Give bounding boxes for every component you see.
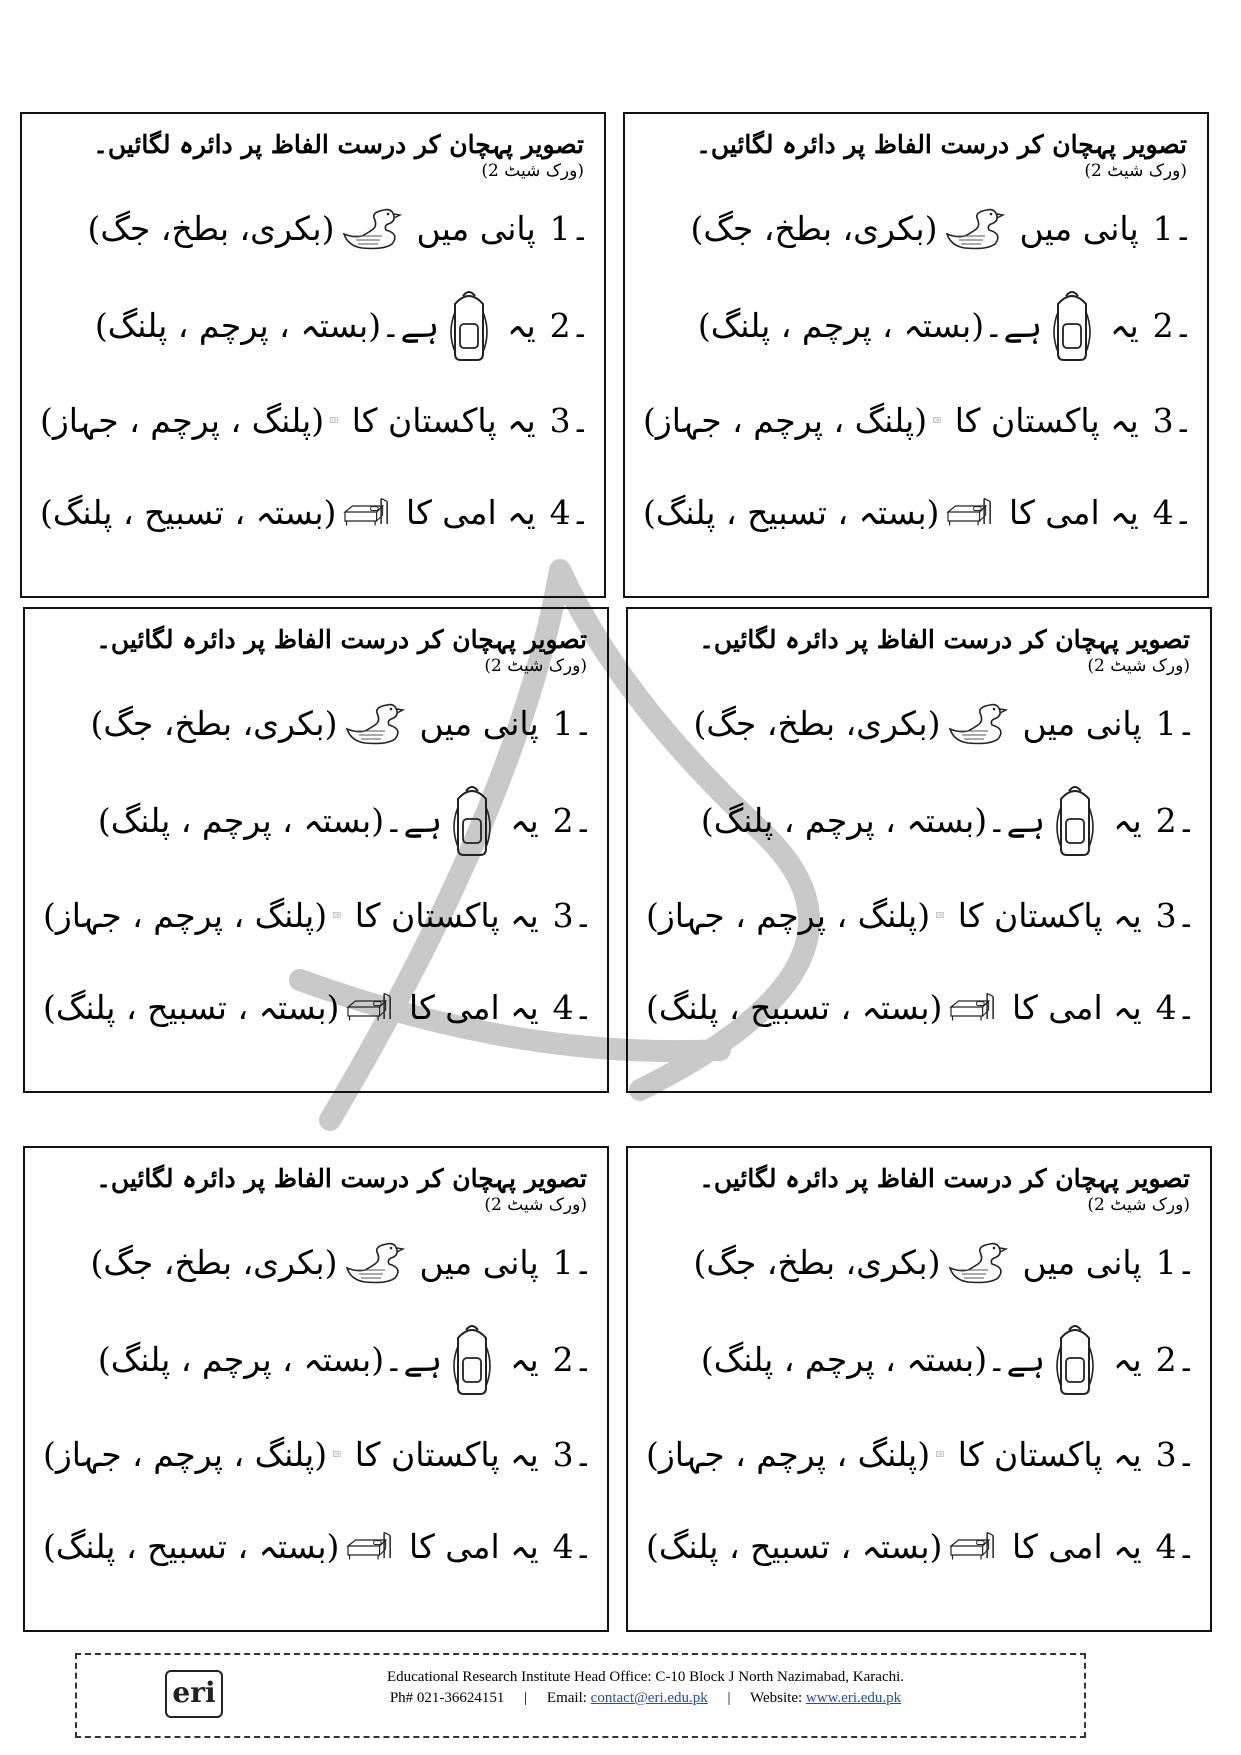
flag-icon <box>936 893 944 937</box>
footer-email-link[interactable]: contact@eri.edu.pk <box>590 1690 708 1706</box>
answer-options: (بکری، بطخ، جگ) <box>693 703 941 743</box>
answer-options: (بستہ ، تسبیح ، پلنگ) <box>646 987 943 1027</box>
question-number: 2۔ <box>552 1339 593 1379</box>
question-4 <box>35 981 593 1033</box>
question-4 <box>35 1520 593 1572</box>
question-number: 3۔ <box>1155 895 1196 935</box>
question-number: 3۔ <box>1152 400 1193 440</box>
footer <box>75 1653 1086 1738</box>
question-text: یہ امی کا <box>406 492 536 532</box>
footer-phone: Ph# 021-36624151 <box>389 1690 505 1706</box>
backpack-icon <box>1048 288 1096 362</box>
duck-icon <box>343 699 405 747</box>
worksheet-card <box>23 1146 609 1632</box>
question-3 <box>32 394 590 446</box>
question-number: 4۔ <box>552 987 593 1027</box>
question-3 <box>35 1428 593 1480</box>
worksheet-tag: (ورک شیٹ 2) <box>484 656 587 676</box>
question-number: 2۔ <box>552 800 593 840</box>
question-number: 1۔ <box>552 703 593 743</box>
answer-options: (پلنگ ، پرچم ، جہاز) <box>43 1434 328 1474</box>
answer-options: (پلنگ ، پرچم ، جہاز) <box>43 895 328 935</box>
backpack-icon <box>1051 1322 1099 1396</box>
bed-icon <box>345 985 395 1029</box>
question-number: 1۔ <box>549 208 590 248</box>
worksheet-tag: (ورک شیٹ 2) <box>1087 656 1190 676</box>
answer-options: (پلنگ ، پرچم ، جہاز) <box>40 400 325 440</box>
question-1 <box>638 1236 1196 1288</box>
question-number: 3۔ <box>552 895 593 935</box>
question-text: یہ <box>507 305 536 345</box>
worksheet-title: تصویر پہچان کر درست الفاظ پر دائرہ لگائیں۔ <box>699 1164 1190 1193</box>
eri-logo: eri <box>165 1670 223 1718</box>
flag-icon <box>933 398 941 442</box>
footer-website-label: Website: <box>750 1690 803 1706</box>
worksheet-title: تصویر پہچان کر درست الفاظ پر دائرہ لگائیں۔ <box>93 130 584 159</box>
question-text: یہ امی کا <box>409 987 539 1027</box>
footer-email-label: Email: <box>546 1690 587 1706</box>
question-4 <box>32 486 590 538</box>
question-2 <box>32 299 590 351</box>
question-number: 1۔ <box>1155 703 1196 743</box>
answer-options: (بکری، بطخ، جگ) <box>690 208 938 248</box>
worksheet-card <box>626 607 1212 1093</box>
footer-separator: | <box>524 1690 528 1706</box>
answer-options: (بستہ ، تسبیح ، پلنگ) <box>43 987 340 1027</box>
question-text: یہ پاکستان کا <box>954 400 1139 440</box>
question-number: 4۔ <box>1155 987 1196 1027</box>
question-number: 3۔ <box>1155 1434 1196 1474</box>
question-number: 1۔ <box>1152 208 1193 248</box>
footer-website-link[interactable]: www.eri.edu.pk <box>805 1690 902 1706</box>
footer-separator: | <box>727 1690 731 1706</box>
worksheet-card <box>626 1146 1212 1632</box>
backpack-icon <box>445 288 493 362</box>
worksheet-title: تصویر پہچان کر درست الفاظ پر دائرہ لگائیں۔ <box>96 1164 587 1193</box>
question-text: پانی میں <box>416 208 536 248</box>
duck-icon <box>946 699 1008 747</box>
duck-icon <box>340 204 402 252</box>
backpack-icon <box>448 783 496 857</box>
question-4 <box>638 981 1196 1033</box>
backpack-icon <box>448 1322 496 1396</box>
answer-options: (پلنگ ، پرچم ، جہاز) <box>643 400 928 440</box>
footer-text <box>227 1667 1064 1709</box>
flag-icon <box>330 398 338 442</box>
question-text: یہ امی کا <box>1012 1526 1142 1566</box>
question-text: یہ پاکستان کا <box>354 895 539 935</box>
question-2 <box>638 794 1196 846</box>
bed-icon <box>948 985 998 1029</box>
answer-options: (پلنگ ، پرچم ، جہاز) <box>646 895 931 935</box>
question-1 <box>35 697 593 749</box>
question-number: 1۔ <box>1155 1242 1196 1282</box>
answer-options: (بستہ ، تسبیح ، پلنگ) <box>643 492 940 532</box>
question-text: یہ پاکستان کا <box>957 895 1142 935</box>
question-2 <box>638 1333 1196 1385</box>
question-text: پانی میں <box>1019 208 1139 248</box>
question-number: 3۔ <box>549 400 590 440</box>
footer-address: Educational Research Institute Head Office: C-10 Block J North Nazimabad, Karachi. <box>386 1669 905 1685</box>
question-2 <box>635 299 1193 351</box>
answer-options: ہے۔(بستہ ، پرچم ، پلنگ) <box>94 305 440 345</box>
flag-icon <box>333 893 341 937</box>
question-number: 4۔ <box>549 492 590 532</box>
question-number: 1۔ <box>552 1242 593 1282</box>
worksheet-card <box>623 112 1209 598</box>
flag-icon <box>333 1432 341 1476</box>
question-text: یہ <box>510 800 539 840</box>
question-number: 2۔ <box>1152 305 1193 345</box>
bed-icon <box>948 1524 998 1568</box>
question-text: یہ امی کا <box>1012 987 1142 1027</box>
question-text: پانی میں <box>419 1242 539 1282</box>
question-1 <box>638 697 1196 749</box>
answer-options: (بکری، بطخ، جگ) <box>90 1242 338 1282</box>
question-4 <box>635 486 1193 538</box>
answer-options: ہے۔(بستہ ، پرچم ، پلنگ) <box>700 1339 1046 1379</box>
question-3 <box>35 889 593 941</box>
answer-options: (بکری، بطخ، جگ) <box>87 208 335 248</box>
worksheet-tag: (ورک شیٹ 2) <box>481 161 584 181</box>
worksheet-tag: (ورک شیٹ 2) <box>1084 161 1187 181</box>
worksheet-title: تصویر پہچان کر درست الفاظ پر دائرہ لگائیں۔ <box>696 130 1187 159</box>
answer-options: ہے۔(بستہ ، پرچم ، پلنگ) <box>97 800 443 840</box>
question-2 <box>35 794 593 846</box>
question-1 <box>35 1236 593 1288</box>
bed-icon <box>945 490 995 534</box>
question-number: 3۔ <box>552 1434 593 1474</box>
question-number: 4۔ <box>552 1526 593 1566</box>
question-text: یہ امی کا <box>409 1526 539 1566</box>
question-4 <box>638 1520 1196 1572</box>
question-text: یہ امی کا <box>1009 492 1139 532</box>
question-number: 4۔ <box>1152 492 1193 532</box>
worksheet-tag: (ورک شیٹ 2) <box>1087 1195 1190 1215</box>
answer-options: (پلنگ ، پرچم ، جہاز) <box>646 1434 931 1474</box>
answer-options: (بستہ ، تسبیح ، پلنگ) <box>43 1526 340 1566</box>
question-text: یہ پاکستان کا <box>354 1434 539 1474</box>
question-text: یہ پاکستان کا <box>351 400 536 440</box>
question-text: پانی میں <box>1022 703 1142 743</box>
worksheet-title: تصویر پہچان کر درست الفاظ پر دائرہ لگائیں۔ <box>96 625 587 654</box>
question-number: 4۔ <box>1155 1526 1196 1566</box>
duck-icon <box>946 1238 1008 1286</box>
question-text: پانی میں <box>419 703 539 743</box>
answer-options: (بکری، بطخ، جگ) <box>693 1242 941 1282</box>
question-2 <box>35 1333 593 1385</box>
bed-icon <box>345 1524 395 1568</box>
worksheet-title: تصویر پہچان کر درست الفاظ پر دائرہ لگائیں۔ <box>699 625 1190 654</box>
answer-options: ہے۔(بستہ ، پرچم ، پلنگ) <box>697 305 1043 345</box>
worksheet-tag: (ورک شیٹ 2) <box>484 1195 587 1215</box>
question-text: یہ <box>1113 1339 1142 1379</box>
answer-options: (بستہ ، تسبیح ، پلنگ) <box>40 492 337 532</box>
question-text: یہ <box>510 1339 539 1379</box>
question-number: 2۔ <box>1155 800 1196 840</box>
answer-options: ہے۔(بستہ ، پرچم ، پلنگ) <box>97 1339 443 1379</box>
question-1 <box>635 202 1193 254</box>
worksheet-card <box>20 112 606 598</box>
footer-contacts <box>227 1688 1064 1709</box>
question-1 <box>32 202 590 254</box>
question-text: یہ <box>1110 305 1139 345</box>
bed-icon <box>342 490 392 534</box>
answer-options: (بستہ ، تسبیح ، پلنگ) <box>646 1526 943 1566</box>
backpack-icon <box>1051 783 1099 857</box>
question-text: یہ <box>1113 800 1142 840</box>
duck-icon <box>943 204 1005 252</box>
question-text: پانی میں <box>1022 1242 1142 1282</box>
question-3 <box>635 394 1193 446</box>
answer-options: ہے۔(بستہ ، پرچم ، پلنگ) <box>700 800 1046 840</box>
answer-options: (بکری، بطخ، جگ) <box>90 703 338 743</box>
question-number: 2۔ <box>549 305 590 345</box>
question-number: 2۔ <box>1155 1339 1196 1379</box>
question-text: یہ پاکستان کا <box>957 1434 1142 1474</box>
question-3 <box>638 1428 1196 1480</box>
flag-icon <box>936 1432 944 1476</box>
duck-icon <box>343 1238 405 1286</box>
question-3 <box>638 889 1196 941</box>
worksheet-card <box>23 607 609 1093</box>
